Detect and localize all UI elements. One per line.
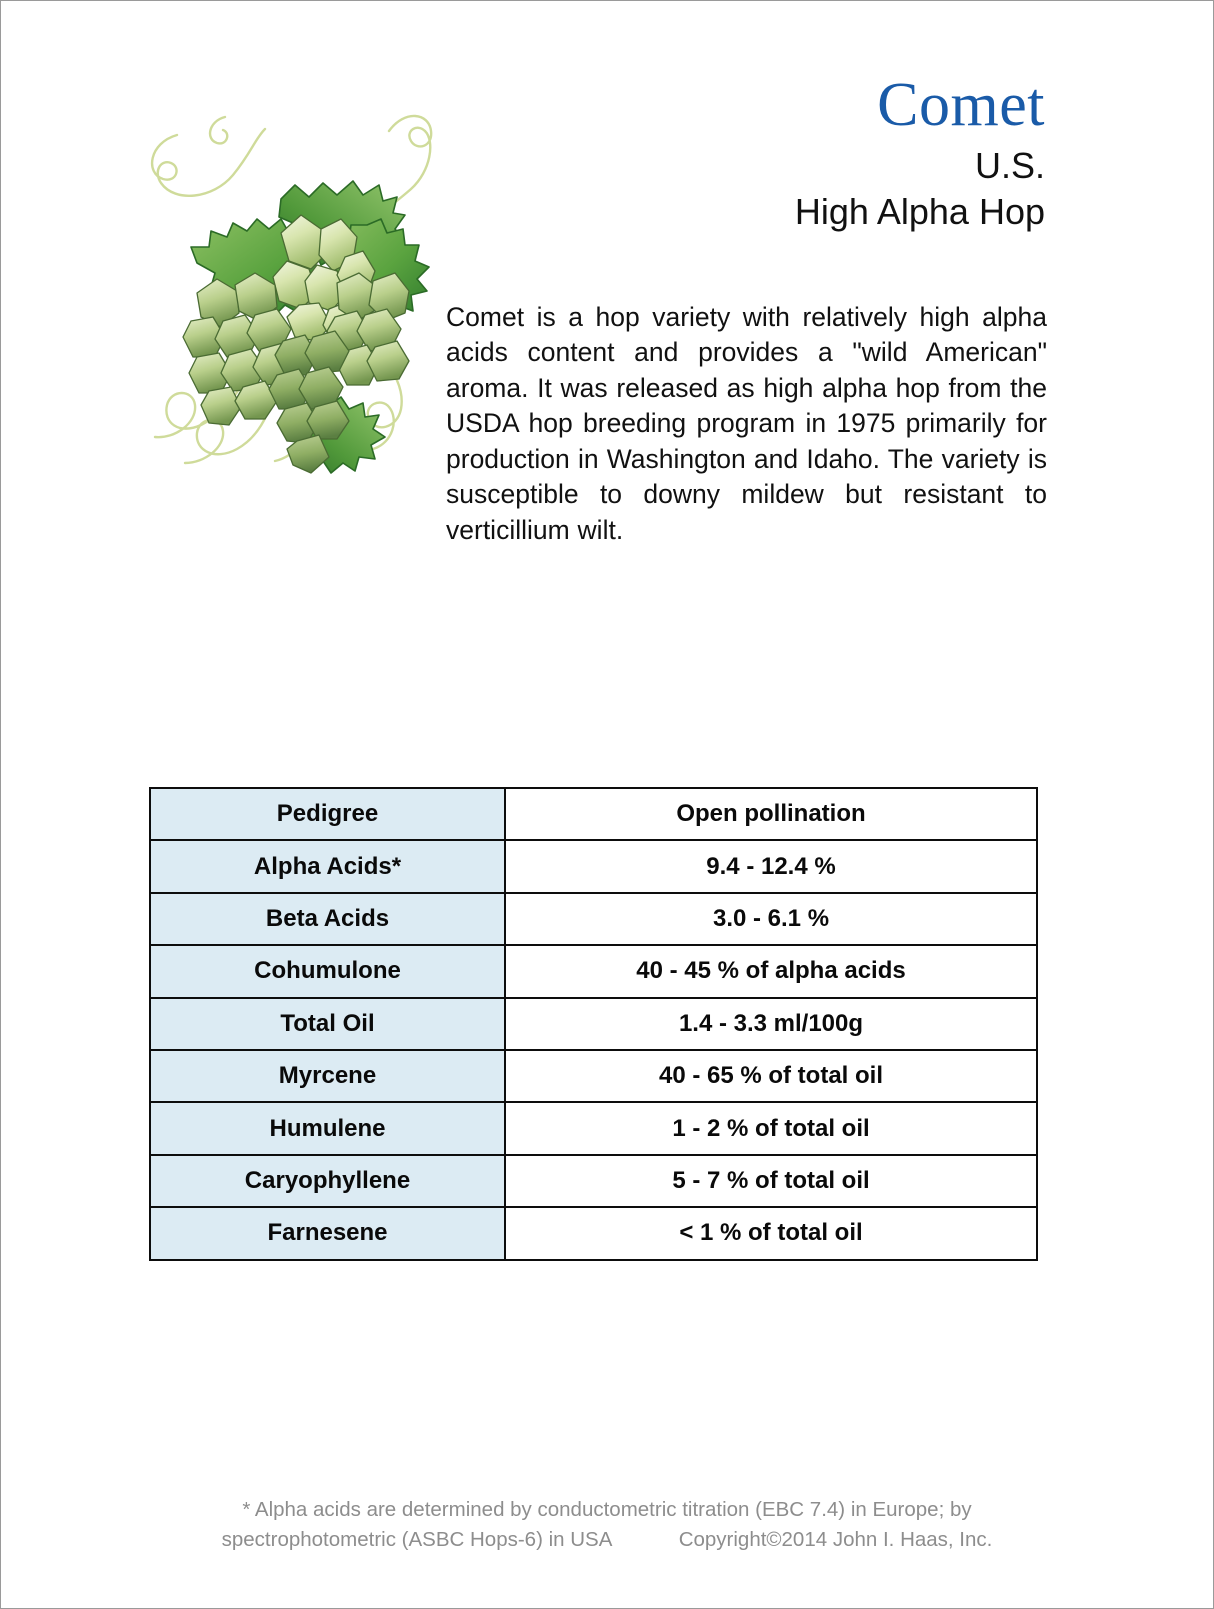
spec-label: Cohumulone xyxy=(150,945,505,997)
hop-cone-illustration xyxy=(105,87,445,527)
spec-value: Open pollination xyxy=(505,788,1037,840)
spec-value: 5 - 7 % of total oil xyxy=(505,1155,1037,1207)
footer xyxy=(1,1495,1213,1555)
table-row xyxy=(150,1207,1037,1259)
variety-name: Comet xyxy=(877,71,1045,139)
spec-value: < 1 % of total oil xyxy=(505,1207,1037,1259)
table-row xyxy=(150,893,1037,945)
copyright-notice: Copyright©2014 John I. Haas, Inc. xyxy=(678,1528,993,1551)
spec-value: 1 - 2 % of total oil xyxy=(505,1102,1037,1154)
spec-table-body xyxy=(150,788,1037,1260)
spec-label: Farnesene xyxy=(150,1207,505,1259)
spec-label: Humulene xyxy=(150,1102,505,1154)
spec-value: 9.4 - 12.4 % xyxy=(505,840,1037,892)
spec-label: Myrcene xyxy=(150,1050,505,1102)
footnote-method: spectrophotometric (ASBC Hops-6) in USA xyxy=(221,1528,612,1551)
spec-value: 40 - 45 % of alpha acids xyxy=(505,945,1037,997)
table-row xyxy=(150,788,1037,840)
spec-label: Total Oil xyxy=(150,998,505,1050)
spec-label: Beta Acids xyxy=(150,893,505,945)
title-block xyxy=(525,73,1045,235)
table-row xyxy=(150,1155,1037,1207)
spec-value: 1.4 - 3.3 ml/100g xyxy=(505,998,1037,1050)
spec-label: Pedigree xyxy=(150,788,505,840)
spec-label: Alpha Acids* xyxy=(150,840,505,892)
table-row xyxy=(150,1102,1037,1154)
variety-description: Comet is a hop variety with relatively high alpha acids content and provides a "wild American" aroma. It was released as high alpha hop from the USDA hop breeding program in 1975 primarily for production in Washington and Idaho. The variety is susceptible to downy mildew but resistant to verticillium wilt. xyxy=(446,301,1047,546)
hop-spec-table xyxy=(149,787,1038,1261)
footnote-line-2 xyxy=(1,1525,1213,1555)
table-row xyxy=(150,840,1037,892)
spec-value: 3.0 - 6.1 % xyxy=(505,893,1037,945)
table-row xyxy=(150,1050,1037,1102)
spec-value: 40 - 65 % of total oil xyxy=(505,1050,1037,1102)
hop-type: High Alpha Hop xyxy=(794,191,1045,232)
footnote-line-1: * Alpha acids are determined by conductometric titration (EBC 7.4) in Europe; by xyxy=(242,1498,972,1521)
table-row xyxy=(150,945,1037,997)
origin-country: U.S. xyxy=(974,145,1045,186)
spec-label: Caryophyllene xyxy=(150,1155,505,1207)
table-row xyxy=(150,998,1037,1050)
